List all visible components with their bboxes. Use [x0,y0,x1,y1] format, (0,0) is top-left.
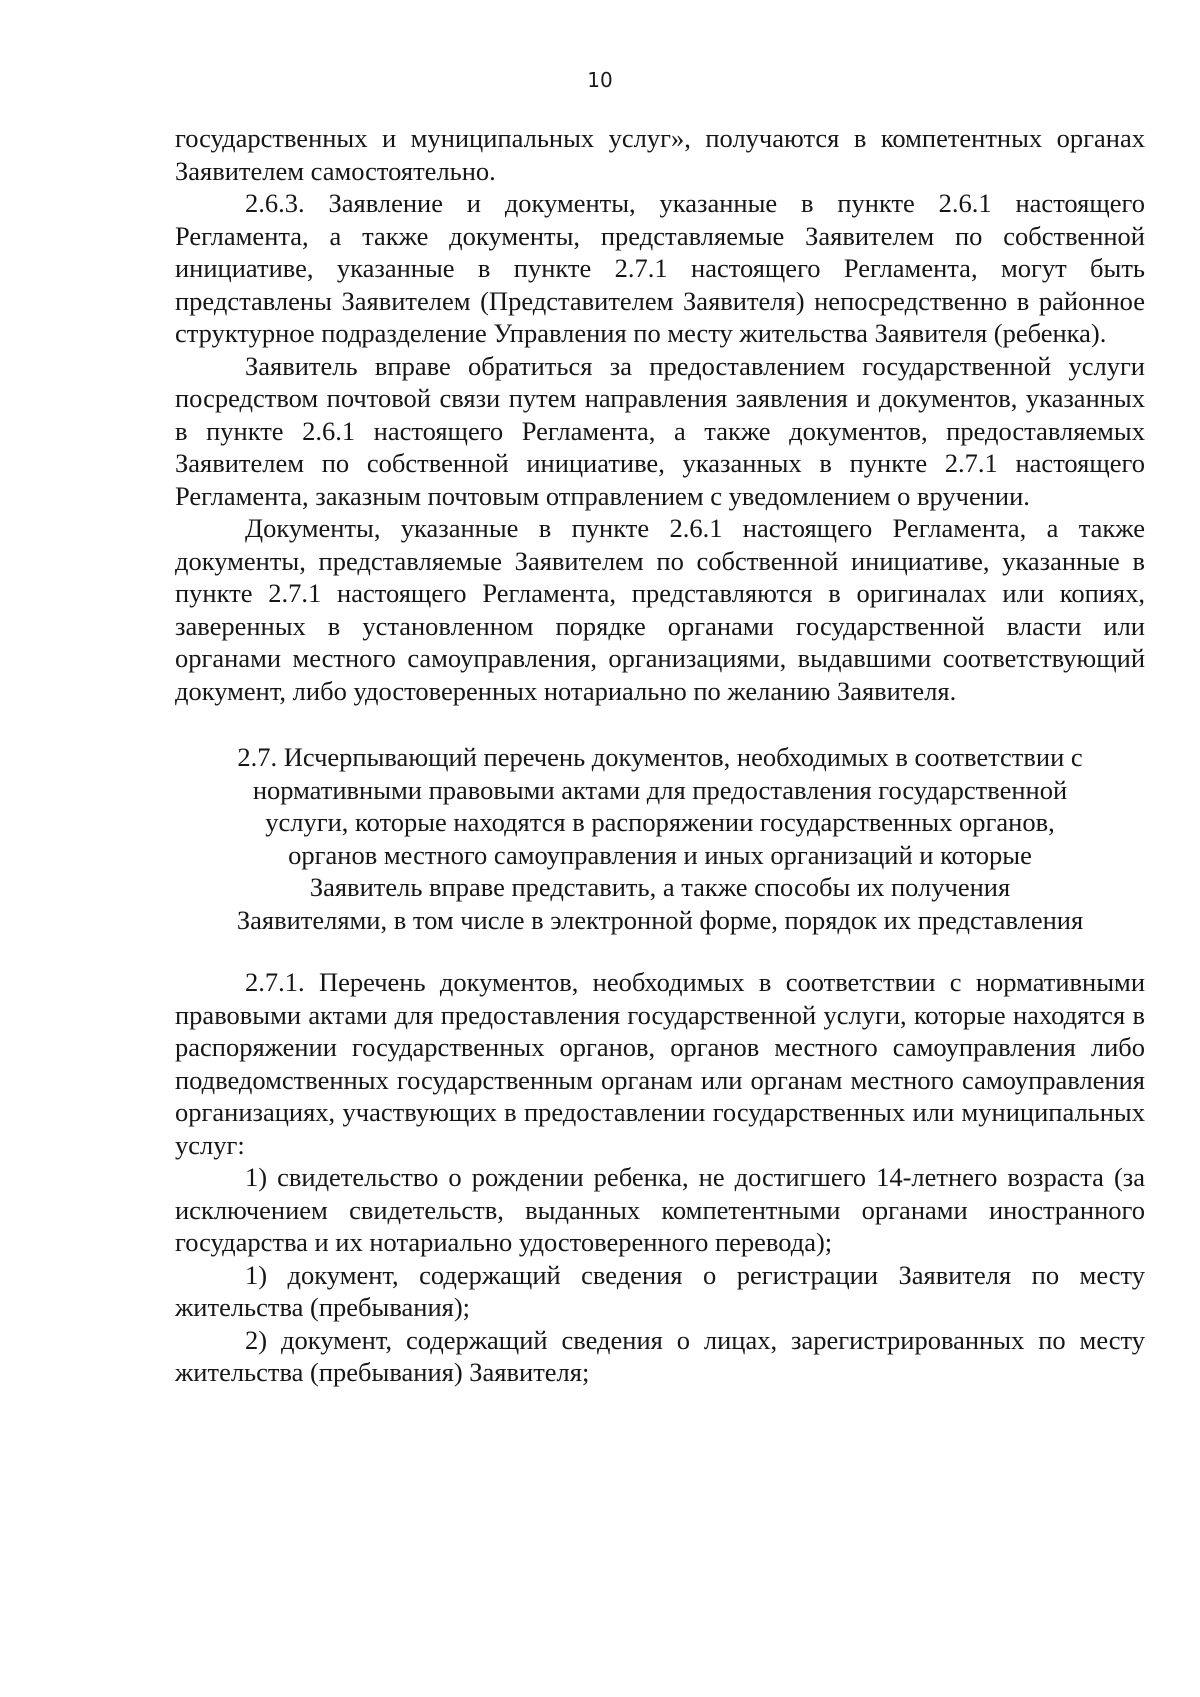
paragraph-2-7-1: 2.7.1. Перечень документов, необходимых в соответствии с нормативными правовыми актами для предоставления государственной услуги, которые находятся в распоряжении государственных органов, органов местного самоуправления либо подведомственных государственным органам или органам местного самоуправления организациях, участвующих в предоставлении государственных или муниципальных услуг: [175,967,1145,1160]
document-body [175,122,1145,1389]
list-item-registration-document: 1) документ, содержащий сведения о регистрации Заявителя по месту жительства (пребывания); [175,1259,1145,1322]
paragraph-continuation: государственных и муниципальных услуг», получаются в компетентных органах Заявителем самостоятельно. [175,123,1145,186]
page-number: 10 [587,68,613,92]
section-heading-2-7: 2.7. Исчерпывающий перечень документов, необходимых в соответствии с нормативными правовыми актами для предоставления государственной услуги, которые находятся в распоряжении государственных органов, органов местного самоуправления и иных организаций и которые Заявитель вправе представить, а также способы их получения Заявителями, в том числе в электронной форме, порядок их представления [236,742,1084,935]
list-item-registered-persons-document: 2) документ, содержащий сведения о лицах, зарегистрированных по месту жительства (пребывания) Заявителя; [175,1324,1145,1387]
paragraph-postal-submission: Заявитель вправе обратиться за предоставлением государственной услуги посредством почтовой связи путем направления заявления и документов, указанных в пункте 2.6.1 настоящего Регламента, а также документов, предоставляемых Заявителем по собственной инициативе, указанных в пункте 2.7.1 настоящего Регламента, заказным почтовым отправлением с уведомлением о вручении. [175,350,1145,511]
paragraph-2-6-3: 2.6.3. Заявление и документы, указанные в пункте 2.6.1 настоящего Регламента, а также документы, представляемые Заявителем по собственной инициативе, указанные в пункте 2.7.1 настоящего Регламента, могут быть представлены Заявителем (Представителем Заявителя) непосредственно в районное структурное подразделение Управления по месту жительства Заявителя (ребенка). [175,188,1145,348]
list-item-birth-certificate: 1) свидетельство о рождении ребенка, не достигшего 14-летнего возраста (за исключением свидетельств, выданных компетентными органами иностранного государства и их нотариально удостоверенного перевода); [175,1162,1145,1257]
paragraph-document-copies: Документы, указанные в пункте 2.6.1 настоящего Регламента, а также документы, представляемые Заявителем по собственной инициативе, указанные в пункте 2.7.1 настоящего Регламента, представляются в оригиналах или копиях, заверенных в установленном порядке органами государственной власти или органами местного самоуправления, организациями, выдавшими соответствующий документ, либо удостоверенных нотариально по желанию Заявителя. [175,513,1145,706]
